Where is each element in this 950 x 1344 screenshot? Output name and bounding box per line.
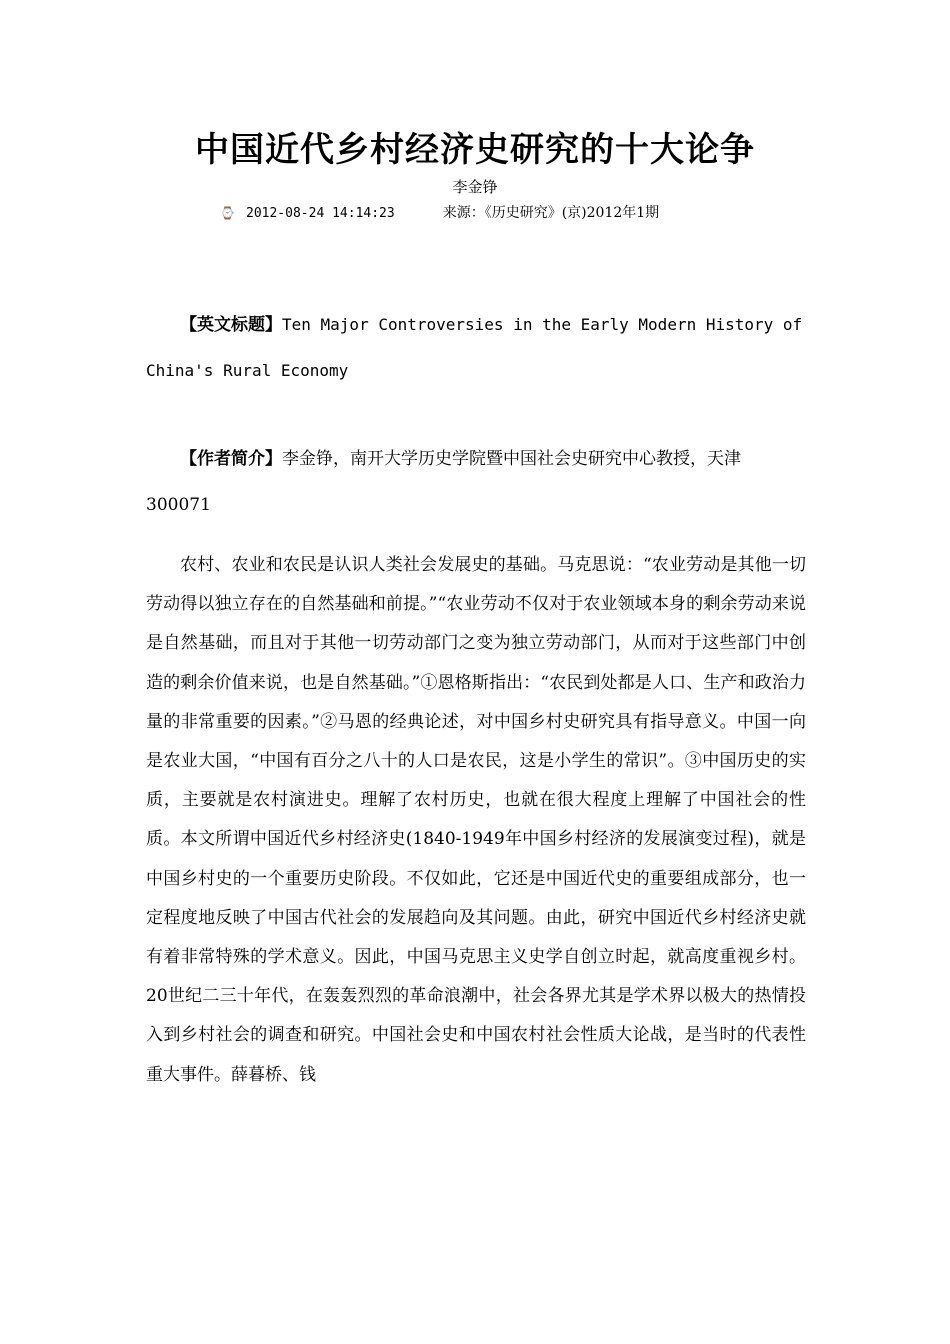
english-title-label: 【英文标题】	[180, 315, 282, 335]
english-title-text: Ten Major Controversies in the Early Modern History of China's Rural Economy	[146, 315, 803, 380]
author-intro-label: 【作者简介】	[180, 449, 282, 469]
article-title: 中国近代乡村经济史研究的十大论争	[195, 130, 755, 170]
body-paragraph: 农村、农业和农民是认识人类社会发展史的基础。马克思说：“农业劳动是其他一切劳动得以独立存在的自然基础和前提。”“农业劳动不仅对于农业领域本身的剩余劳动来说是自然基础，而且对于其他一切劳动部门之变为独立劳动部门，从而对于这些部门中创造的剩余价值来说，也是自然基础。”①恩格斯指出：“农民到处都是人口、生产和政治力量的非常重要的因素。”②马恩的经典论述，对中国乡村史研究具有指导意义。中国一向是农业大国，“中国有百分之八十的人口是农民，这是小学生的常识”。③中国历史的实质，主要就是农村演进史。理解了农村历史，也就在很大程度上理解了中国社会的性质。本文所谓中国近代乡村经济史(1840-1949年中国乡村经济的发展演变过程)，就是中国乡村史的一个重要历史阶段。不仅如此，它还是中国近代史的重要组成部分，也一定程度地反映了中国古代社会的发展趋向及其问题。由此，研究中国近代乡村经济史就有着非常特殊的学术意义。因此，中国马克思主义史学自创立时起，就高度重视乡村。20世纪二三十年代，在轰轰烈烈的革命浪潮中，社会各界尤其是学术界以极大的热情投入到乡村社会的调查和研究。中国社会史和中国农村社会性质大论战，是当时的代表性重大事件。薛暮桥、钱	[146, 555, 806, 1085]
article-source: 来源：《历史研究》(京)2012年1期	[442, 205, 660, 221]
english-title-section	[146, 302, 806, 394]
article-meta	[220, 203, 820, 224]
article-author: 李金铮	[452, 178, 498, 196]
article-body	[146, 546, 806, 1095]
author-intro-section	[146, 436, 806, 528]
author-intro-text: 李金铮，南开大学历史学院暨中国社会史研究中心教授，天津 300071	[146, 449, 741, 515]
publish-datetime: 2012-08-24 14:14:23	[246, 206, 395, 221]
clock-icon: ⌚	[220, 206, 235, 220]
